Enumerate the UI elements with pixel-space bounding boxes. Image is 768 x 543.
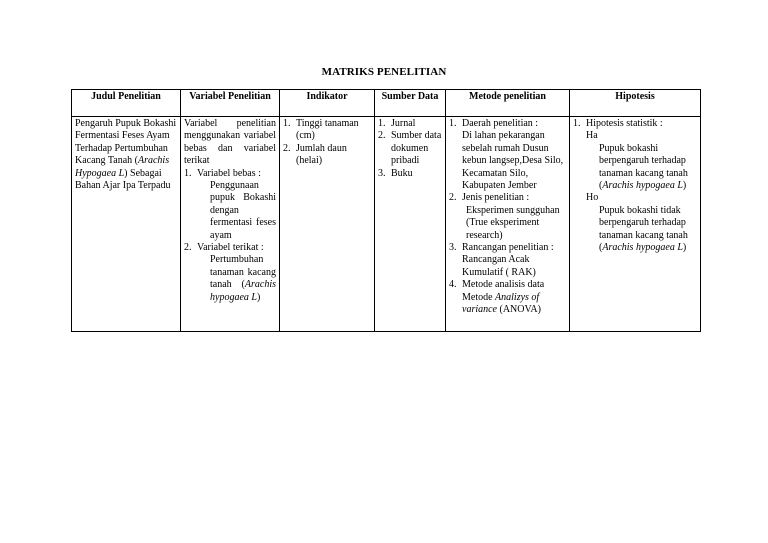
cell-variabel <box>181 117 280 332</box>
ha-statement: Pupuk bokashi berpengaruh terhadap tanaman kacang tanah (Arachis hypogaea L) <box>599 142 688 192</box>
header-indikator: Indikator <box>280 90 375 117</box>
list-item: 1. Jurnal <box>378 118 416 129</box>
list-item: 4. Metode analisis data Metode Analizys of variance (ANOVA) <box>449 279 545 316</box>
cell-sumber-data <box>375 117 446 332</box>
table-row <box>72 117 701 332</box>
cell-indikator <box>280 117 375 332</box>
list-item: 1. Hipotesis statistik : Ha Pupuk bokashi berpengaruh terhadap tanaman kacang tanah (Arachis hypogaea L) <box>573 118 697 192</box>
list-item: 1. Tinggi tanaman (cm) <box>283 118 359 142</box>
ha-label: Ha <box>586 130 598 142</box>
list-item: 3. Buku <box>378 167 413 179</box>
cell-metode <box>446 117 570 332</box>
hipotesis-list <box>573 118 697 192</box>
ho-label: Ho <box>586 192 599 204</box>
list-item: 3. Rancangan penelitian : Rancangan Acak Kumulatif ( RAK) <box>449 242 554 278</box>
document-title: MATRIKS PENELITIAN <box>321 66 447 78</box>
ho-block <box>573 192 697 254</box>
list-item: 2. Variabel terikat : Pertumbuhan tanaman kacang tanah (Arachis hypogaea L) <box>184 242 276 303</box>
cell-judul: Pengaruh Pupuk Bokashi Fermentasi Feses Ayam Terhadap Pertumbuhan Kacang Tanah (Arachis Hypogaea L) Sebagai Bahan Ajar Ipa Terpadu <box>72 117 181 332</box>
variabel-intro: Variabel penelitian menggunakan variabel bebas dan variabel terikat <box>184 118 276 167</box>
header-sumber-data: Sumber Data <box>375 90 446 117</box>
research-matrix-table <box>71 89 701 332</box>
indikator-list <box>283 118 371 168</box>
header-row <box>72 90 701 117</box>
variabel-list <box>184 168 276 304</box>
list-item: 2. Jumlah daun (helai) <box>283 142 347 167</box>
header-judul: Judul Penelitian <box>72 90 181 117</box>
metode-list <box>449 118 566 317</box>
cell-hipotesis <box>570 117 701 332</box>
sumber-list <box>378 118 442 180</box>
header-hipotesis: Hipotesis <box>570 90 701 117</box>
ho-statement: Pupuk bokashi tidak berpengaruh terhadap tanaman kacang tanah (Arachis hypogaea L) <box>599 204 688 254</box>
header-metode: Metode penelitian <box>446 90 570 117</box>
list-item: 1. Daerah penelitian : Di lahan pekarangan sebelah rumah Dusun kebun langsep,Desa Silo, Kecamatan Silo, Kabupaten Jember <box>449 118 564 192</box>
list-item: 2. Sumber data dokumen pribadi <box>378 130 442 167</box>
header-variabel: Variabel Penelitian <box>181 90 280 117</box>
list-item: 2. Jenis penelitian : Eksperimen sungguhan (True eksperiment research) <box>449 192 560 241</box>
list-item: 1. Variabel bebas : Penggunaan pupuk Bokashi dengan fermentasi feses ayam <box>184 167 276 241</box>
